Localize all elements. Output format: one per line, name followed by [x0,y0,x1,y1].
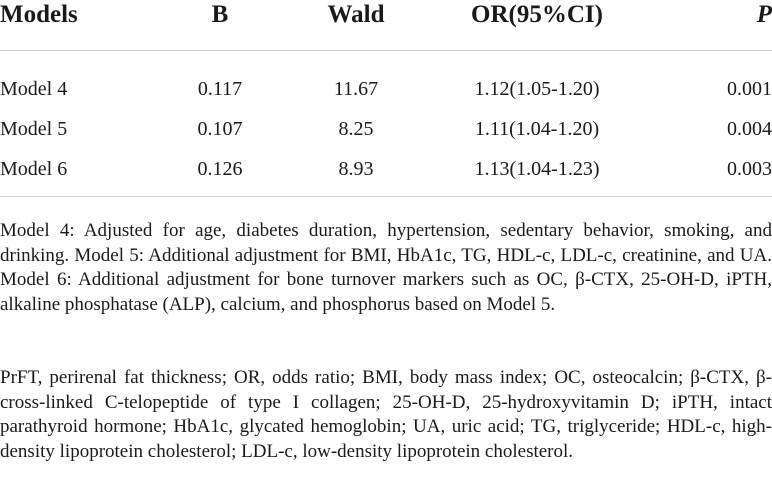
header-wald: Wald [327,1,385,28]
table-bottom-rule [0,196,772,197]
row-1-model: Model 4 [0,78,68,100]
row-2-b: 0.107 [197,118,243,140]
footnote-adjustments: Model 4: Adjusted for age, diabetes duration, hypertension, sedentary behavior, smoking, and drinking. Model 5: Additional adjustment for BMI, HbA1c, TG, HDL-c, LDL-c, creatinine, and UA. Model 6: Additional adjustment for bone turnover markers such as OC, β-CTX, 25-OH-D, iPTH, alkaline phosphatase (ALP), calcium, and phosphorus based on Model 5. [0,220,772,315]
row-1-b: 0.117 [197,78,243,100]
row-3-or: 1.13(1.04-1.23) [474,158,600,180]
header-models: Models [0,1,78,28]
header-b: B [211,1,229,28]
header-p: P [756,1,772,28]
row-2-model: Model 5 [0,118,68,140]
row-3-wald: 8.93 [338,158,374,180]
row-3-b: 0.126 [197,158,243,180]
row-2-p: 0.004 [727,118,772,140]
footnote-abbreviations: PrFT, perirenal fat thickness; OR, odds ratio; BMI, body mass index; OC, osteocalcin; β-CTX, β-cross-linked C-telopeptide of type I collagen; 25-OH-D, 25-hydroxyvitamin D; iPTH, intact parathyroid hormone; HbA1c, glycated hemoglobin; UA, uric acid; TG, triglyceride; HDL-c, high-density lipoprotein cholesterol; LDL-c, low-density lipoprotein cholesterol. [0,367,772,462]
row-1-wald: 11.67 [333,78,379,100]
row-2-or: 1.11(1.04-1.20) [474,118,600,140]
row-1-or: 1.12(1.05-1.20) [474,78,600,100]
header-or: OR(95%CI) [471,1,603,28]
row-3-p: 0.003 [727,158,772,180]
row-3-model: Model 6 [0,158,68,180]
row-2-wald: 8.25 [338,118,374,140]
row-1-p: 0.001 [727,78,772,100]
header-rule [0,50,772,51]
